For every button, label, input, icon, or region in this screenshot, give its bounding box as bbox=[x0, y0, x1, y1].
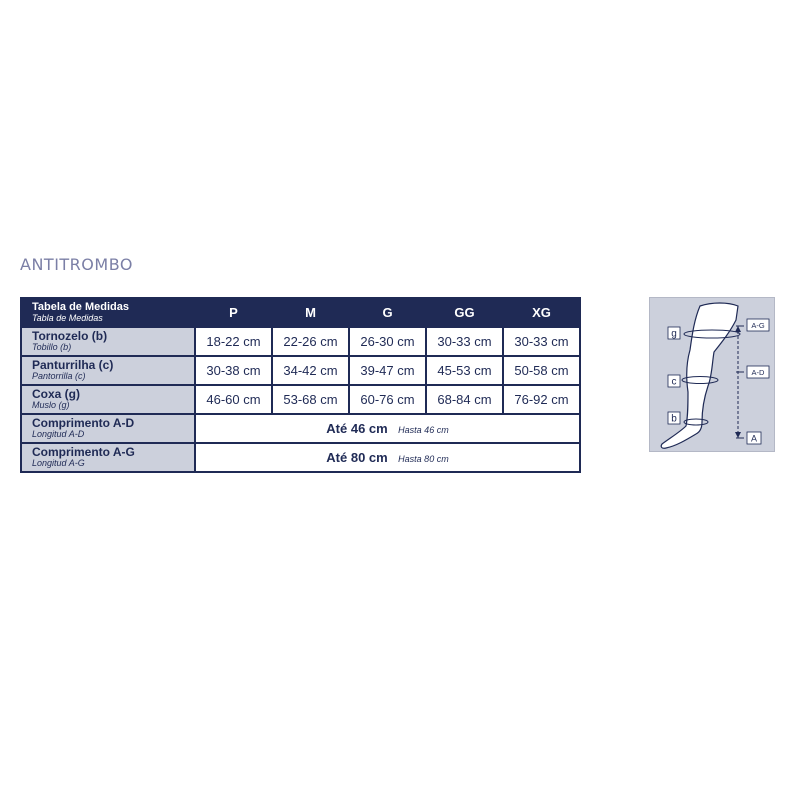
table-cell: 68-84 cm bbox=[426, 385, 503, 414]
table-cell: 26-30 cm bbox=[349, 327, 426, 356]
row-label: Tornozelo (b) bbox=[32, 328, 108, 343]
row-label-es: Longitud A-D bbox=[32, 428, 85, 439]
row-label-cell bbox=[21, 356, 195, 385]
label-g: g bbox=[671, 328, 677, 340]
table-cell: 34-42 cm bbox=[272, 356, 349, 385]
row-label: Comprimento A-G bbox=[32, 444, 135, 459]
length-value: Até 46 cm bbox=[326, 420, 388, 436]
size-chart-table bbox=[20, 297, 581, 473]
row-label-cell bbox=[21, 414, 195, 443]
header-label-es: Tabla de Medidas bbox=[32, 312, 103, 323]
row-label: Comprimento A-D bbox=[32, 415, 135, 430]
leg-measurement-diagram bbox=[649, 297, 775, 452]
row-label-cell bbox=[21, 443, 195, 472]
arrow-down-icon bbox=[735, 432, 741, 438]
row-label-cell bbox=[21, 327, 195, 356]
table-cell: 30-33 cm bbox=[426, 327, 503, 356]
label-a: A bbox=[750, 433, 758, 444]
table-cell: 53-68 cm bbox=[272, 385, 349, 414]
length-value-cell bbox=[195, 414, 580, 443]
label-ag: A-G bbox=[751, 321, 765, 330]
size-header-m: M bbox=[272, 298, 349, 327]
table-row bbox=[21, 327, 580, 356]
table-cell: 30-33 cm bbox=[503, 327, 580, 356]
table-cell: 30-38 cm bbox=[195, 356, 272, 385]
arrow-up-icon bbox=[735, 326, 741, 332]
table-cell: 76-92 cm bbox=[503, 385, 580, 414]
size-header-xg: XG bbox=[503, 298, 580, 327]
row-label-es: Longitud A-G bbox=[32, 457, 85, 468]
size-header-p: P bbox=[195, 298, 272, 327]
label-c: c bbox=[671, 376, 677, 388]
length-value-es: Hasta 46 cm bbox=[398, 424, 449, 435]
row-label-cell bbox=[21, 385, 195, 414]
table-cell: 46-60 cm bbox=[195, 385, 272, 414]
row-label-es: Pantorrilla (c) bbox=[32, 370, 86, 381]
size-header-g: G bbox=[349, 298, 426, 327]
row-label-es: Muslo (g) bbox=[32, 399, 70, 410]
table-cell: 60-76 cm bbox=[349, 385, 426, 414]
row-label: Coxa (g) bbox=[32, 386, 80, 401]
table-cell: 18-22 cm bbox=[195, 327, 272, 356]
length-value: Até 80 cm bbox=[326, 449, 388, 465]
table-row bbox=[21, 414, 580, 443]
table-row bbox=[21, 356, 580, 385]
page-title: ANTITROMBO bbox=[20, 255, 133, 274]
size-header-gg: GG bbox=[426, 298, 503, 327]
row-label: Panturrilha (c) bbox=[32, 357, 114, 372]
length-value-cell bbox=[195, 443, 580, 472]
row-label-es: Tobillo (b) bbox=[32, 341, 72, 352]
table-header-row bbox=[21, 298, 580, 327]
label-ad: A-D bbox=[751, 368, 765, 377]
header-label-cell bbox=[21, 298, 195, 327]
leg-diagram-svg bbox=[650, 298, 774, 451]
header-label: Tabela de Medidas bbox=[32, 300, 129, 313]
table-row bbox=[21, 443, 580, 472]
table-cell: 50-58 cm bbox=[503, 356, 580, 385]
table-row bbox=[21, 385, 580, 414]
label-b: b bbox=[671, 413, 677, 425]
length-value-es: Hasta 80 cm bbox=[398, 453, 449, 464]
table-cell: 45-53 cm bbox=[426, 356, 503, 385]
table-cell: 22-26 cm bbox=[272, 327, 349, 356]
table-cell: 39-47 cm bbox=[349, 356, 426, 385]
